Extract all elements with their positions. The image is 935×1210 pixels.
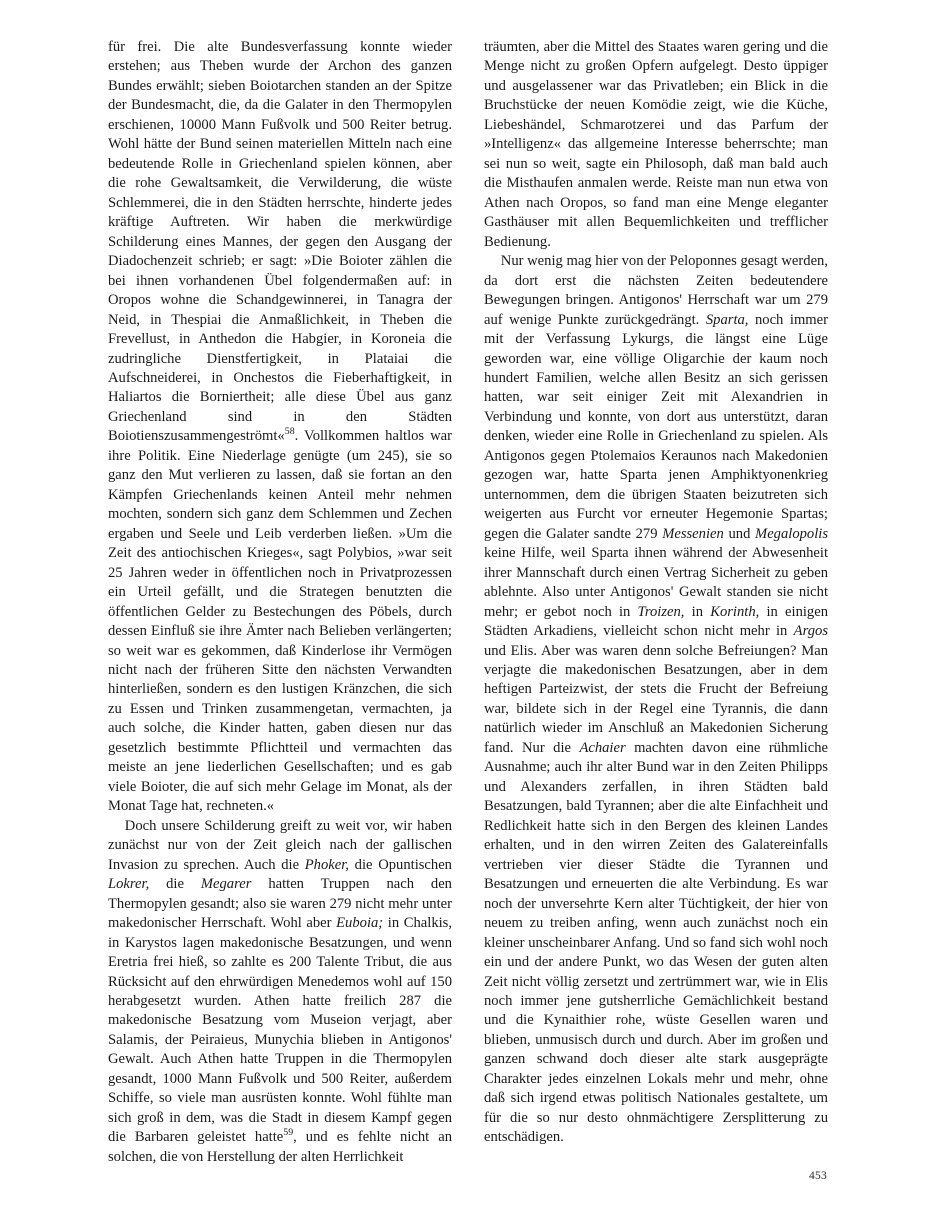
footnote-reference: 58 — [284, 426, 295, 438]
text-run: Doch unsere Schilderung greift zu weit vor, wir haben zunächst nur von der Zeit gleich nach der gallischen Invasion zu sprechen. Auch die — [108, 817, 452, 873]
text-run: machten davon eine rühmliche Ausnahme; auch ihr alter Bund war in den Zeiten Philipps und Alexanders zerfallen, in ihren Städten bald Besatzungen, bald Tyrannen; aber die alte Einfachheit und Redlichkeit hatte sich in den Bergen des kleinen Landes erhalten, und in den wirren Zeiten des Galatereinfalls vertrieben vier dieser Städte die Tyrannen und Besatzungen und erneuerten die alte Verbindung. Es war noch der unversehrte Kern alter Tüchtigkeit, der hier von neuem zu treiben anfing, wenn auch zunächst noch ein kleiner unscheinbarer Anfang. Und so fand sich wohl noch ein und der andere Punkt, wo das Wesen der guten alten Zeit nicht völlig zersetzt und zertrümmert war, wie in Elis noch immer jene gutsherrliche Gemächlichkeit bestand und die Kynaithier rohe, wüste Gesellen waren und blieben, unmusisch durch und durch. Aber im großen und ganzen schwand doch dieser alte stark ausgeprägte Charakter jedes einzelnen Lokals mehr und mehr, ohne daß sich irgend etwas politisch Nationales gestaltete, um für die so nur desto ohnmächtigere Zersplitterung zu entschädigen. — [484, 739, 828, 1146]
italic-term: Messenien — [662, 525, 724, 542]
italic-term: Megarer — [200, 876, 252, 893]
paragraph — [108, 817, 452, 1167]
italic-term: Argos — [793, 623, 828, 640]
text-run: in Chalkis, in Karystos lagen makedonische Besatzungen, und wenn Eretria frei hieß, so zahlte es 200 Talente Tribut, die aus Rücksicht auf den ehrwürdigen Menedemos wohl auf 150 herabgesetzt wurden. Athen hatte freilich 287 die makedonische Besatzung vom Museion verjagt, aber Salamis, der Peiraieus, Munychia blieben in Antigonos' Gewalt. Auch Athen hatte Truppen in die Thermopylen gesandt, 1000 Mann Fußvolk und 500 Reiter, außerdem Schiffe, so viele man ausrüsten konnte. Wohl fühlte man sich groß in dem, was die Stadt in diesem Kampf gegen die Barbaren geleistet hatte — [108, 915, 452, 1146]
text-run: die Opuntischen — [348, 856, 452, 873]
italic-term: Lokrer, — [108, 876, 150, 893]
left-text-column — [108, 38, 452, 1165]
italic-term: Achaier — [579, 739, 626, 756]
text-run: für frei. Die alte Bundesverfassung konnte wieder erstehen; aus Theben wurde der Archon des ganzen Bundes erwählt; sieben Boiotarchen standen an der Spitze der Bundesmacht, die, da die Galater in den Thermopylen erschienen, 10000 Mann Fußvolk und 500 Reiter betrug. Wohl hätte der Bund seinen materiellen Mitteln nach eine bedeutende Rolle in Griechenland spielen können, aber die rohe Gewaltsamkeit, die Verwilderung, die wüste Schlemmerei, die in den Städten herrschte, hinderte jedes kräftige Auftreten. Wir haben die merkwürdige Schilderung eines Mannes, der gegen den Ausgang der Diadochenzeit schrieb; er sagt: »Die Boioter zählen die bei ihnen vorhandenen Übel folgendermaßen auf: in Oropos wohne die Schandgewinnerei, in Tanagra der Neid, in Thespiai die Anmaßlichkeit, in Theben die Frevellust, in Anthedon die Habgier, in Koroneia die zudringliche Dienstfertigkeit, in Plataiai die Aufschneiderei, in Onchestos die Fieberhaftigkeit, in Haliartos die Borniertheit; alle diese Übel aus ganz Griechenland sind in den Städten Boiotienszusammengeströmt« — [108, 39, 452, 445]
italic-term: Phoker, — [304, 856, 349, 873]
text-run: in einigen Städten Arkadiens, vielleicht schon nicht mehr in — [484, 603, 828, 640]
text-run: und — [723, 525, 756, 542]
right-text-column — [484, 38, 828, 1148]
text-run: . Vollkommen haltlos war ihre Politik. Eine Niederlage genügte (um 245), sie so ganz den Mut verlieren zu lassen, daß sie fortan an den Kämpfen Griechenlands keinen Anteil mehr nehmen mochten, sondern sich ganz dem Schlemmen und Zechen ergaben und Seele und Leib verderben ließen. »Um die Zeit des antiochischen Krieges«, sagt Polybios, »war seit 25 Jahren weder in öffentlichen noch in Privatprozessen ein Urteil gefällt, und die Strategen benutzten die öffentlichen Gelder zu Bestechungen des Pöbels, durch dessen Einfluß sie ihre Ämter nach Belieben verlängerten; so weit war es gekommen, daß Kinderlose ihr Vermögen nicht nach der früheren Sitte den nächsten Verwandten hinterließen, sondern es den lustigen Kränzchen, die sich zu Essen und Trinken zusammengetan, vermachten, ja auch solche, die Kinder hatten, gaben diesen nur das gesetzlich bestimmte Pflichtteil und vermachten das meiste an jene liederlichen Gesellschaften; und es gab viele Boioter, die auf sich mehr Gelage im Monat, als der Monat Tage hat, rechneten.« — [108, 428, 452, 815]
footnote-reference: 59 — [283, 1127, 294, 1139]
text-run: hatten Truppen nach den Thermopylen gesandt; also sie waren 279 nicht mehr unter makedonischer Herrschaft. Wohl aber — [108, 876, 452, 932]
text-run: und Elis. Aber was waren denn solche Befreiungen? Man verjagte die makedonischen Besatzungen, aber in dem heftigen Parteizwist, der stets die Frucht der Befreiung war, bildete sich in der Regel eine Tyrannis, die dann natürlich wieder im Anschluß an Makedonien Sicherung fand. Nur die — [484, 642, 828, 756]
text-run: keine Hilfe, weil Sparta ihnen während der Abwesenheit ihrer Mannschaft durch einen Vertrag Sicherheit zu geben ablehnte. Also unter Antigonos' Gewalt standen sie nicht mehr; er gebot noch in — [484, 545, 828, 620]
text-run: die — [149, 876, 201, 893]
text-run: Nur wenig mag hier von der Peloponnes gesagt werden, da dort erst die nächsten Zeiten bedeutendere Bewegungen bringen. Antigonos' Herrschaft war um 279 auf wenige Punkte zurückgedrängt. — [484, 253, 828, 328]
text-columns — [108, 38, 829, 1165]
page-number: 453 — [809, 1170, 827, 1182]
text-run: in — [684, 603, 711, 620]
text-run: noch immer mit der Verfassung Lykurgs, die längst eine Lüge geworden war, eine völlige Oligarchie der kaum noch hundert Familien, welche allen Besitz an sich gerissen hatten, war seit einiger Zeit mit Alexandrien in Verbindung und konnte, von dort aus unterstützt, daran denken, wieder eine Rolle in Griechenland zu spielen. Als Antigonos gegen Ptolemaios Keraunos nach Makedonien gezogen war, hatte Sparta jenen Amphiktyonenkrieg unternommen, dem die übrigen Staaten beizutreten sich weigerten aus Furcht vor erneuter Hegemonie Spartas; gegen die Galater sandte 279 — [484, 311, 828, 542]
italic-term: Euboia; — [336, 915, 384, 932]
text-run: träumten, aber die Mittel des Staates waren gering und die Menge nicht zu großen Opfern aufgelegt. Desto üppiger und ausgelassener war das Privatleben; ein Blick in die Bruchstücke der neuen Komödie zeigt, wie die Küche, Liebeshändel, Schmarotzerei und das Parfum der »Intelligenz« das allgemeine Interesse beherrschte; man sei nun so weit, sagte ein Philosoph, daß man bald auch die Misthaufen anmalen werde. Reiste man nun etwa von Athen nach Oropos, so fand man eine Menge eleganter Gasthäuser mit allen Bequemlichkeiten und trefflicher Bedienung. — [484, 39, 828, 250]
text-run: , und es fehlte nicht an solchen, die von Herstellung der alten Herrlichkeit — [108, 1129, 452, 1165]
italic-term: Sparta, — [705, 311, 749, 328]
paragraph — [108, 38, 452, 817]
italic-term: Megalopolis — [755, 525, 829, 542]
italic-term: Korinth, — [710, 603, 760, 620]
italic-term: Troizen, — [637, 603, 685, 620]
paragraph — [484, 252, 828, 1148]
paragraph — [484, 38, 828, 252]
